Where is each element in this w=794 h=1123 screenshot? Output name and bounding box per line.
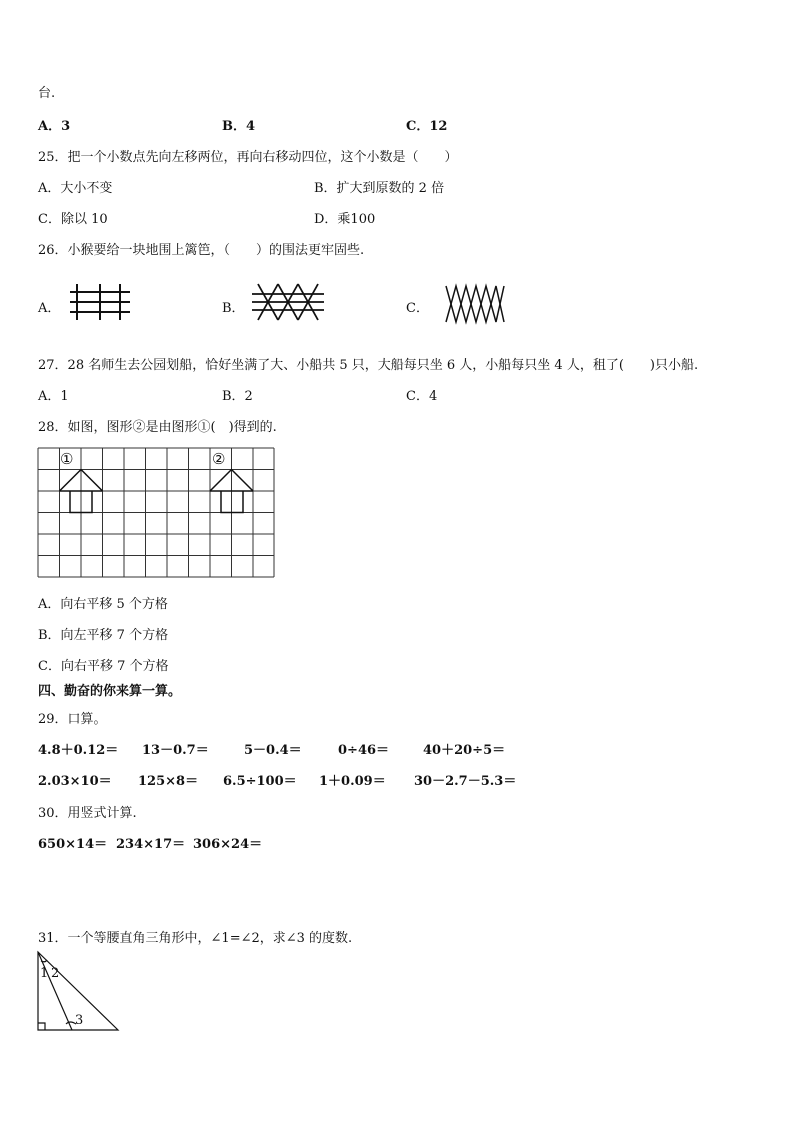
question-28-stem: 28．如图，图形②是由图形①( )得到的. [38,420,277,435]
shape-1-label: ① [60,450,74,468]
calc-item: 2.03×10＝ [38,774,112,789]
calc-item: 0÷46＝ [338,743,390,758]
question-25-stem: 25．把一个小数点先向左移两位，再向右移动四位，这个小数是（ ） [38,150,458,165]
question-26-stem: 26．小猴要给一块地围上篱笆，（ ）的围法更牢固些. [38,243,365,258]
q27-option-a: A．1 [38,389,69,404]
question-30-stem: 30．用竖式计算. [38,806,137,821]
calc-item: 6.5÷100＝ [223,774,297,789]
q25-option-c: C．除以 10 [38,212,108,227]
calc-item: 40＋20÷5＝ [423,743,506,758]
q25-option-b: B．扩大到原数的 2 倍 [314,181,445,196]
q25-option-d: D．乘100 [314,212,376,227]
shape-2-label: ② [212,450,226,468]
q26-option-a-label: A． [38,301,61,316]
calc-item: 5－0.4＝ [244,743,302,758]
question-fragment: 台. [38,86,56,101]
q28-option-a: A．向右平移 5 个方格 [38,597,168,612]
question-31-stem: 31．一个等腰直角三角形中，∠1=∠2，求∠3 的度数. [38,931,353,946]
option-b: B．4 [222,119,256,134]
question-29-stem: 29．口算。 [38,712,107,727]
calc-item: 125×8＝ [138,774,199,789]
angle-1-label: 1 [40,966,49,981]
translation-grid [38,448,276,578]
vertical-calc-item: 306×24＝ [193,837,263,852]
question-27-stem: 27．28 名师生去公园划船，恰好坐满了大、小船共 5 只，大船每只坐 6 人，小船每只坐 4 人，租了( )只小船. [38,358,699,373]
q26-option-c-label: C． [406,301,429,316]
angle-3-label: 3 [75,1013,84,1028]
calc-item: 13－0.7＝ [142,743,209,758]
calc-item: 4.8＋0.12＝ [38,743,119,758]
section-4-heading: 四、勤奋的你来算一算。 [38,684,182,699]
vertical-calc-item: 234×17＝ [116,837,186,852]
calc-item: 1＋0.09＝ [319,774,386,789]
q28-option-c: C．向右平移 7 个方格 [38,659,169,674]
q27-option-c: C．4 [406,389,438,404]
q28-option-b: B．向左平移 7 个方格 [38,628,169,643]
fence-zigzag-figure [444,284,506,324]
angle-2-label: 2 [51,966,60,981]
q26-option-b-label: B． [222,301,245,316]
fence-cross-figure [252,284,324,320]
q27-option-b: B．2 [222,389,253,404]
fence-grid-figure [70,284,132,320]
q25-option-a: A．大小不变 [38,181,113,196]
calc-item: 30－2.7－5.3＝ [414,774,517,789]
vertical-calc-item: 650×14＝ [38,837,108,852]
option-a: A．3 [38,119,71,134]
option-c: C．12 [406,119,448,134]
